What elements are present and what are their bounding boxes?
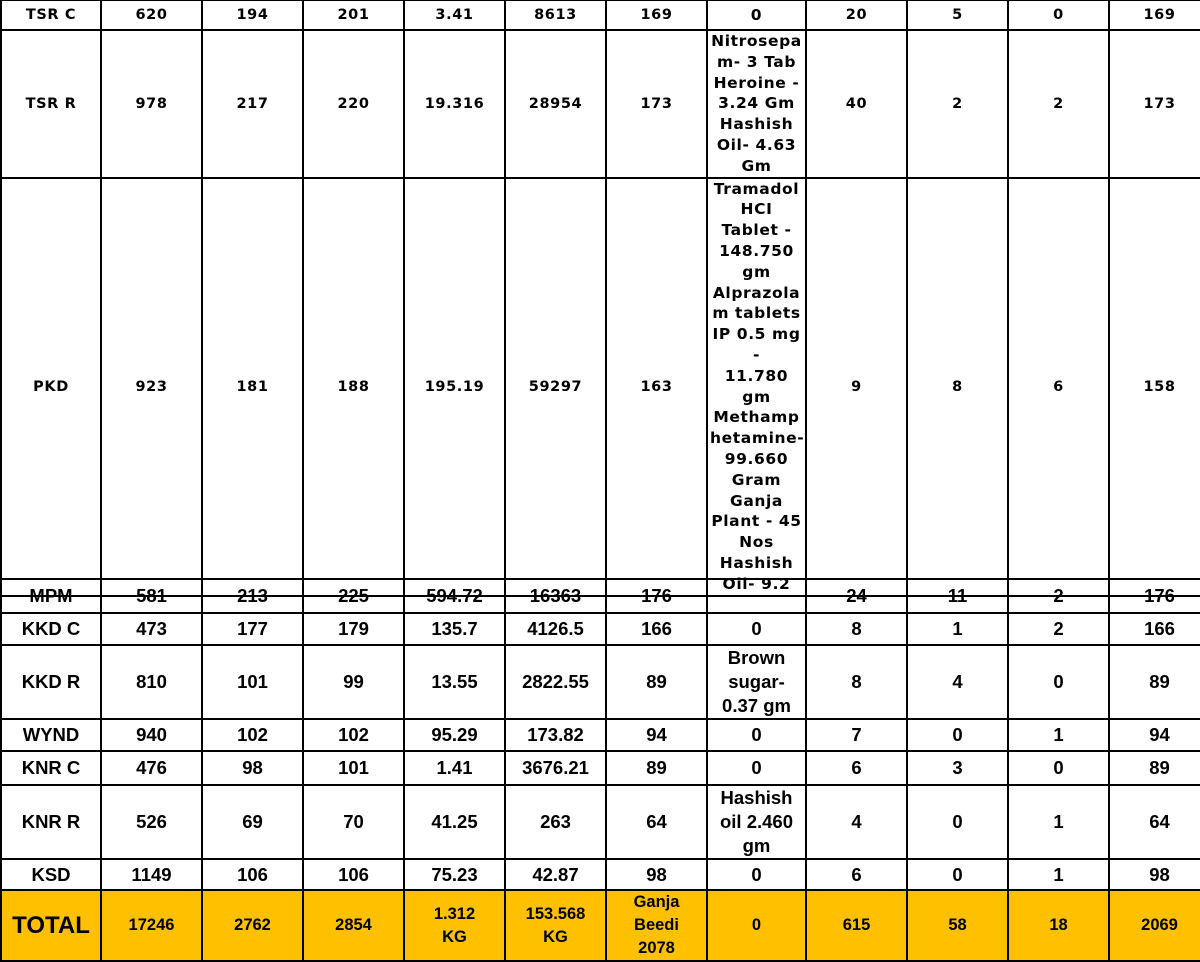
col-10-cell: 0 [1008,751,1109,785]
table-row [1,645,1200,719]
col-6-cell: 166 [606,613,707,645]
col-11-cell: 158 [1109,178,1200,596]
col-8-cell: 8 [806,613,907,645]
col-1-cell: 17246 [101,890,202,961]
cell-line: Tramadol [713,179,800,198]
district-cell: TOTAL [1,890,101,961]
col-8-cell: 6 [806,859,907,890]
col-11-cell: 94 [1109,719,1200,751]
col-1-cell: 476 [101,751,202,785]
cell-line: Nitrosepa [711,32,802,50]
col-9-cell: 58 [907,890,1008,961]
cell-line: 148.750 [719,241,794,260]
col-11-cell: 89 [1109,751,1200,785]
cell-line: Beedi [634,916,679,934]
col-3-cell: 2854 [303,890,404,961]
cell-line: Brown [727,647,786,668]
table-row [1,751,1200,785]
col-4-cell: 95.29 [404,719,505,751]
cell-line: 0.37 gm [722,695,791,716]
table-row [1,719,1200,751]
cell-line: 2078 [638,939,675,957]
col-9-cell: 4 [907,645,1008,719]
col-10-cell: 0 [1008,645,1109,719]
col-10-cell: 6 [1008,178,1109,596]
district-cell: MPM [1,579,101,613]
drug-details-cell [707,890,806,961]
col-4-cell: 195.19 [404,178,505,596]
cell-line: Hashish [719,553,794,572]
col-6-cell: 169 [606,0,707,30]
col-4-cell: 19.316 [404,30,505,178]
col-2-cell: 101 [202,645,303,719]
district-cell: PKD [1,178,101,596]
col-6-cell: 173 [606,30,707,178]
cell-line: 0 [751,757,762,778]
cell-line: 0 [750,5,763,24]
col-3-cell: 101 [303,751,404,785]
cell-line: 99.660 [724,449,789,468]
cell-line: sugar- [728,671,785,692]
col-9-cell: 0 [907,785,1008,859]
col-9-cell: 3 [907,751,1008,785]
col-9-cell: 0 [907,859,1008,890]
col-5-cell: 3676.21 [505,751,606,785]
col-11-cell: 176 [1109,579,1200,613]
col-9-cell: 1 [907,613,1008,645]
col-10-cell: 2 [1008,613,1109,645]
col-5-cell: 59297 [505,178,606,596]
table-row [1,579,1200,613]
col-6-cell: 89 [606,751,707,785]
cell-line: hetamine- [710,429,805,448]
col-5-cell: 263 [505,785,606,859]
district-cell: KNR C [1,751,101,785]
col-8-cell: 20 [806,0,907,30]
cell-line: 3.24 Gm [718,94,795,113]
col-10-cell: 18 [1008,890,1109,961]
col-3-cell: 188 [303,178,404,596]
table-row [1,859,1200,890]
cell-line: Ganja [730,491,783,510]
cell-line: gm [742,835,771,856]
table-row [1,613,1200,645]
cell-line: Gm [741,156,772,175]
col-6-cell: 94 [606,719,707,751]
district-cell: TSR R [1,30,101,178]
col-8-cell: 6 [806,751,907,785]
col-5-cell: 28954 [505,30,606,178]
col-11-cell: 2069 [1109,890,1200,961]
col-1-cell: 978 [101,30,202,178]
col-6-cell [606,890,707,961]
cell-line: 153.568 [525,904,586,923]
col-8-cell: 8 [806,645,907,719]
cell-line: 0 [751,863,762,885]
cell-line: 1.312 [433,904,476,923]
col-3-cell: 220 [303,30,404,178]
col-6-cell: 163 [606,178,707,596]
col-5-cell: 2822.55 [505,645,606,719]
col-3-cell: 70 [303,785,404,859]
table-row [1,30,1200,178]
cell-line: 0 [751,916,762,934]
table-row [1,0,1200,30]
cell-line: 0 [751,724,762,745]
cell-line: Nos [739,533,774,552]
col-10-cell: 1 [1008,719,1109,751]
col-2-cell: 217 [202,30,303,178]
col-3-cell: 102 [303,719,404,751]
cell-line: Methamp [713,408,800,427]
col-8-cell: 4 [806,785,907,859]
col-9-cell: 5 [907,0,1008,30]
col-1-cell: 581 [101,579,202,613]
col-2-cell: 98 [202,751,303,785]
drug-details-cell [707,719,806,751]
cell-line: KG [543,927,568,946]
col-9-cell: 0 [907,719,1008,751]
drug-details-cell [707,645,806,719]
col-2-cell: 69 [202,785,303,859]
col-4-cell: 41.25 [404,785,505,859]
col-8-cell: 9 [806,178,907,596]
col-1-cell: 473 [101,613,202,645]
col-3-cell: 201 [303,0,404,30]
cell-line: Plant - 45 [711,512,802,531]
district-cell: KSD [1,859,101,890]
col-4-cell: 13.55 [404,645,505,719]
drug-details-cell [707,30,806,178]
col-1-cell: 940 [101,719,202,751]
district-cell: TSR C [1,0,101,30]
cell-line: 11.780 [724,366,789,385]
drug-details-cell [707,0,806,30]
drug-details-cell [707,613,806,645]
col-5-cell: 173.82 [505,719,606,751]
cell-line: m tablets [712,304,801,323]
col-3-cell: 106 [303,859,404,890]
cell-line: gm [742,262,771,281]
cell-line: Hashish [720,787,793,808]
col-11-cell: 173 [1109,30,1200,178]
drug-details-cell [707,785,806,859]
cell-line: Ganja [633,893,680,911]
table-row [1,785,1200,859]
cell-line: KG [442,927,467,946]
cell-line: Tablet - [721,221,792,240]
col-1-cell: 526 [101,785,202,859]
col-4-cell: 135.7 [404,613,505,645]
col-9-cell: 8 [907,178,1008,596]
col-1-cell: 810 [101,645,202,719]
col-10-cell: 1 [1008,785,1109,859]
cell-line: HCI [740,200,773,219]
col-1-cell: 923 [101,178,202,596]
col-5-cell: 8613 [505,0,606,30]
cell-line: m- 3 Tab [716,52,797,71]
col-2-cell: 106 [202,859,303,890]
col-5-cell: 4126.5 [505,613,606,645]
district-cell: KKD C [1,613,101,645]
cell-line: Heroine - [713,73,800,92]
cell-line: Gram [731,470,782,489]
col-2-cell: 181 [202,178,303,596]
col-5-cell: 42.87 [505,859,606,890]
cell-line: Oil- 4.63 [716,135,797,154]
drug-details-cell [707,178,806,596]
col-10-cell: 0 [1008,0,1109,30]
col-11-cell: 98 [1109,859,1200,890]
cell-line: Hashish [719,115,794,134]
cell-line: 0 [751,618,762,639]
col-2-cell: 177 [202,613,303,645]
col-4-cell [404,890,505,961]
col-5-cell: 16363 [505,579,606,613]
cell-line: IP 0.5 mg - [712,325,801,364]
total-row [1,890,1200,961]
drug-details-cell [707,579,806,613]
cell-line: oil 2.460 [719,811,793,832]
col-2-cell: 102 [202,719,303,751]
cell-line: Oil- 9.2 [722,574,791,593]
col-11-cell: 166 [1109,613,1200,645]
col-6-cell: 89 [606,645,707,719]
col-9-cell: 2 [907,30,1008,178]
col-6-cell: 64 [606,785,707,859]
district-cell: WYND [1,719,101,751]
drug-details-cell [707,751,806,785]
col-3-cell: 179 [303,613,404,645]
col-4-cell: 75.23 [404,859,505,890]
cell-line: gm [742,387,771,406]
col-3-cell: 99 [303,645,404,719]
col-8-cell: 40 [806,30,907,178]
col-1-cell: 1149 [101,859,202,890]
col-8-cell: 615 [806,890,907,961]
table-row [1,178,1200,596]
col-1-cell: 620 [101,0,202,30]
drug-details-cell [707,859,806,890]
col-11-cell: 64 [1109,785,1200,859]
col-3-cell: 225 [303,579,404,613]
col-4-cell: 594.72 [404,579,505,613]
col-2-cell: 213 [202,579,303,613]
col-6-cell: 176 [606,579,707,613]
col-5-cell [505,890,606,961]
col-10-cell: 2 [1008,30,1109,178]
district-cell: KKD R [1,645,101,719]
col-2-cell: 194 [202,0,303,30]
col-2-cell: 2762 [202,890,303,961]
col-6-cell: 98 [606,859,707,890]
col-4-cell: 1.41 [404,751,505,785]
col-4-cell: 3.41 [404,0,505,30]
data-table-lower [0,578,1200,962]
col-8-cell: 24 [806,579,907,613]
col-11-cell: 89 [1109,645,1200,719]
col-10-cell: 2 [1008,579,1109,613]
col-10-cell: 1 [1008,859,1109,890]
col-8-cell: 7 [806,719,907,751]
cell-line: Alprazola [712,283,801,302]
col-9-cell: 11 [907,579,1008,613]
col-11-cell: 169 [1109,0,1200,30]
district-cell: KNR R [1,785,101,859]
